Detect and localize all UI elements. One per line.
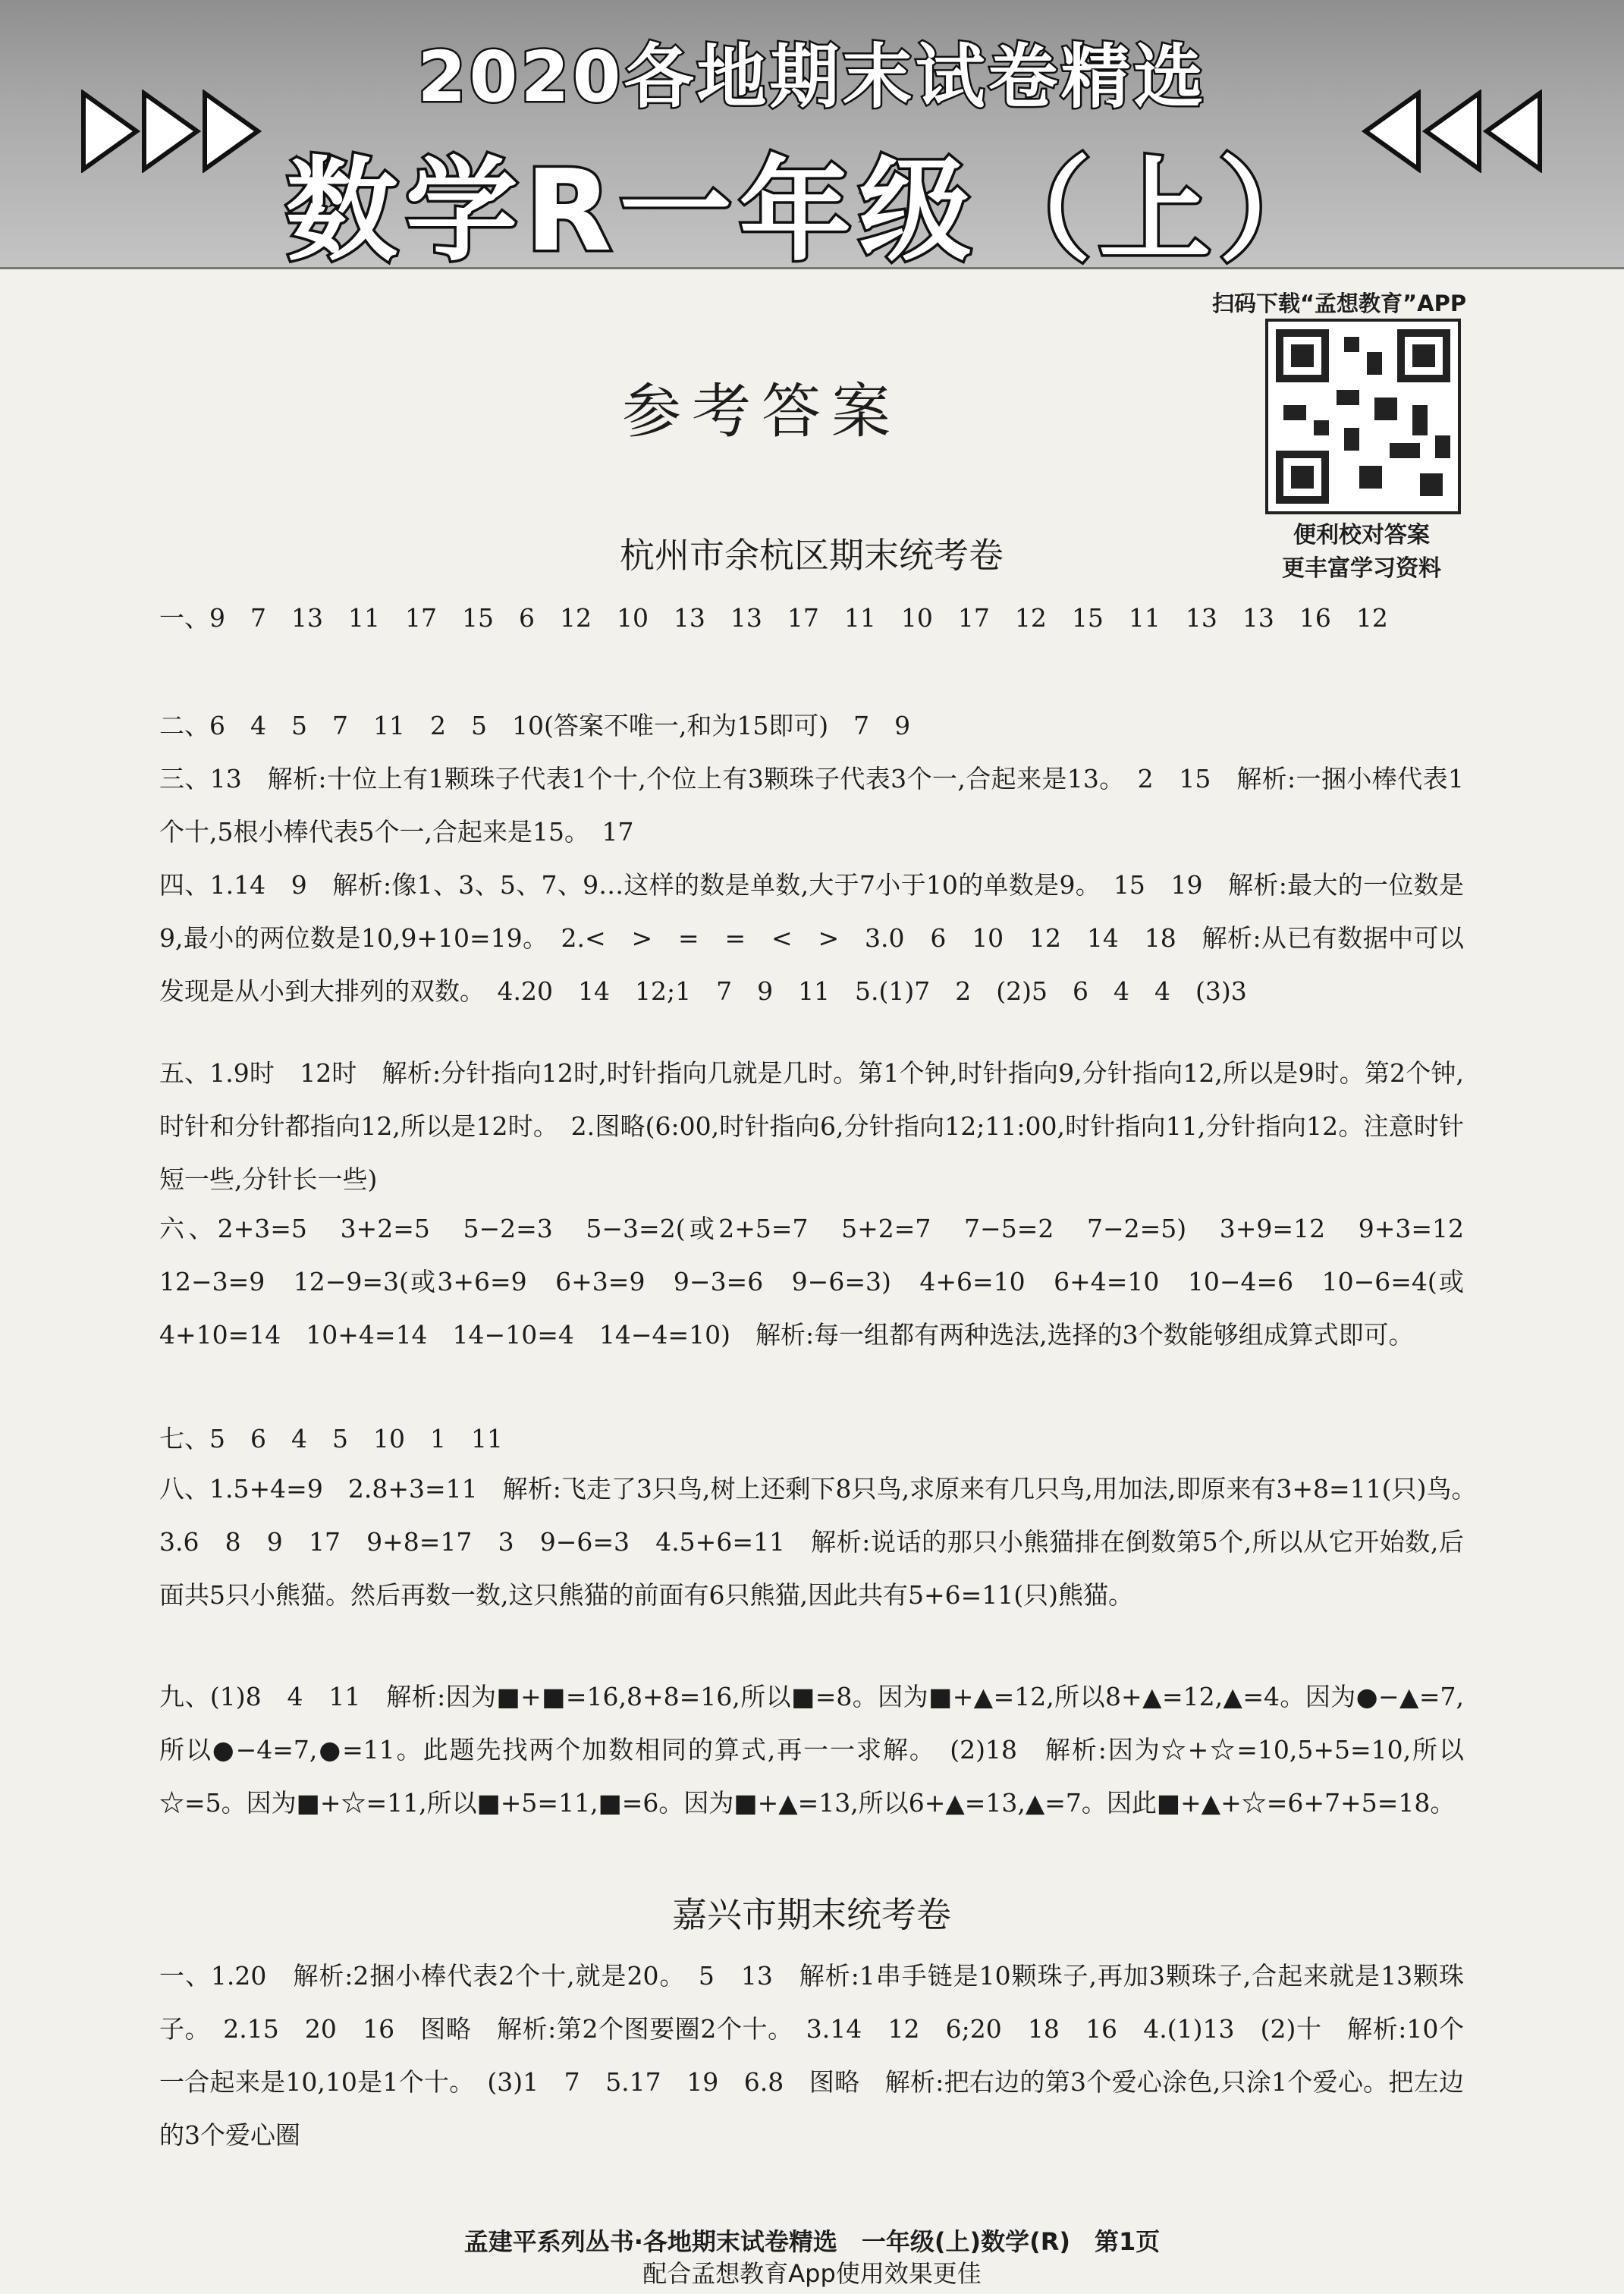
footer-app-note: 配合孟想教育App使用效果更佳 [642, 2259, 982, 2288]
answer-part-5: 五、1.9时 12时 解析:分针指向12时,时针指向几就是几时。第1个钟,时针指向9,分针指向12,所以是9时。第2个钟,时针和分针都指向12,所以是12时。 2.图略(6:00,时针指向6,分针指向12;11:00,时针指向11,分针指向12。注意时针短一些,分针长一些) [159, 1058, 1464, 1194]
answer-part-7: 七、5 6 4 5 10 1 11 [159, 1424, 503, 1453]
qr-note-2: 更丰富学习资料 [1282, 555, 1441, 582]
series-title: 2020各地期末试卷精选 [417, 36, 1207, 118]
qr-code-icon[interactable] [1265, 319, 1461, 514]
page-title: 参考答案 [622, 378, 902, 446]
right-arrows-icon [1358, 90, 1547, 173]
left-arrows-icon [80, 90, 269, 173]
answer-part-3: 三、13 解析:十位上有1颗珠子代表1个十,个位上有3颗珠子代表3个一,合起来是13。 2 15 解析:一捆小棒代表1个十,5根小棒代表5个一,合起来是15。 17 [159, 764, 1464, 847]
section-title-hangzhou: 杭州市余杭区期末统考卷 [620, 535, 1004, 576]
answer-part-8: 八、1.5+4=9 2.8+3=11 解析:飞走了3只鸟,树上还剩下8只鸟,求原来有几只鸟,用加法,即原来有3+8=11(只)鸟。 3.6 8 9 17 9+8=17 3 9−6=3 4.5+6=11 解析:说话的那只小熊猫排在倒数第5个,所以从它开始数,后面共5只小熊猫。然后再数一数,这只熊猫的前面有6只熊猫,因此共有5+6=11(只)熊猫。 [159, 1474, 1489, 1610]
section-title-jiaxing: 嘉兴市期末统考卷 [672, 1894, 951, 1935]
subject-title: 数学R一年级（上） [285, 146, 1339, 276]
answer-part-jx-1: 一、1.20 解析:2捆小棒代表2个十,就是20。 5 13 解析:1串手链是10颗珠子,再加3颗珠子,合起来就是13颗珠子。 2.15 20 16 图略 解析:第2个图要圈2个十。 3.14 12 6;20 18 16 4.(1)13 (2)十 解析:10个一合起来是10,10是1个十。 (3)1 7 5.17 19 6.8 图略 解析:把右边的第3个爱心涂色,只涂1个爱心。把左边的3个爱心圈 [159, 1961, 1464, 2150]
qr-caption: 扫码下载“孟想教育”APP [1212, 291, 1467, 316]
answer-part-2: 二、6 4 5 7 11 2 5 10(答案不唯一,和为15即可) 7 9 [159, 711, 911, 740]
answer-part-4: 四、1.14 9 解析:像1、3、5、7、9…这样的数是单数,大于7小于10的单数是9。 15 19 解析:最大的一位数是9,最小的两位数是10,9+10=19。 2.< > = = < > 3.0 6 10 12 14 18 解析:从已有数据中可以发现是从小到大排列的双数。 4.20 14 12;1 7 9 11 5.(1)7 2 (2)5 6 4 4 (3)3 [159, 870, 1464, 1006]
answer-part-1: 一、9 7 13 11 17 15 6 12 10 13 13 17 11 10 17 12 15 11 13 13 16 12 [159, 603, 1388, 633]
header-banner [0, 0, 1624, 276]
qr-note-1: 便利校对答案 [1293, 522, 1430, 548]
answer-part-9: 九、(1)8 4 11 解析:因为■+■=16,8+8=16,所以■=8。因为■+▲=12,所以8+▲=12,▲=4。因为●−▲=7,所以●−4=7,●=11。此题先找两个加数相同的算式,再一一求解。 (2)18 解析:因为☆+☆=10,5+5=10,所以☆=5。因为■+☆=11,所以■+5=11,■=6。因为■+▲=13,所以6+▲=13,▲=7。因此■+▲+☆=6+7+5=18。 [159, 1682, 1464, 1818]
footer-series: 孟建平系列丛书·各地期末试卷精选 一年级(上)数学(R) 第1页 [463, 2227, 1161, 2256]
answer-part-6: 六、2+3=5 3+2=5 5−2=3 5−3=2(或2+5=7 5+2=7 7−5=2 7−2=5) 3+9=12 9+3=12 12−3=9 12−9=3(或3+6=9 6+3=9 9−3=6 9−6=3) 4+6=10 6+4=10 10−4=6 10−6=4(或4+10=14 10+4=14 14−10=4 14−4=10) 解析:每一组都有两种选法,选择的3个数能够组成算式即可。 [159, 1214, 1489, 1350]
